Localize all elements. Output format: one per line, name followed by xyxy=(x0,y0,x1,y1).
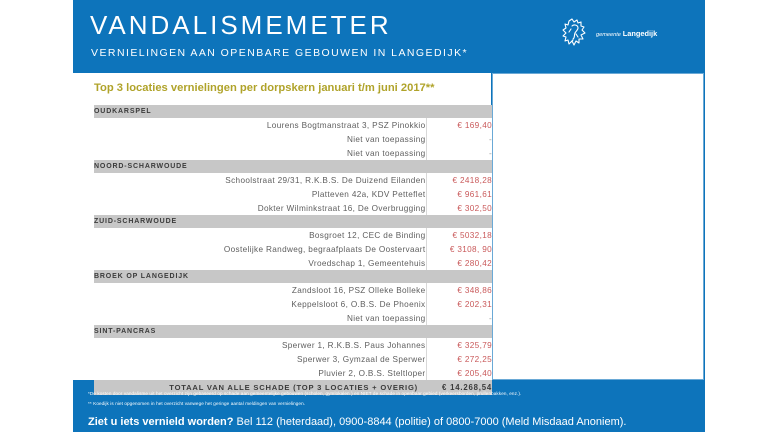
damage-table xyxy=(94,105,492,395)
group-label: ZUID-SCHARWOUDE xyxy=(94,215,492,228)
table-group-header xyxy=(94,270,492,283)
table-row xyxy=(94,283,492,297)
table-row xyxy=(94,146,492,160)
table-row xyxy=(94,118,492,132)
table-row xyxy=(94,352,492,366)
right-empty-panel xyxy=(492,73,704,380)
amount-cell: € 348,86 xyxy=(426,283,492,297)
table-row xyxy=(94,338,492,352)
cta-question: Ziet u iets vernield worden? xyxy=(88,416,234,428)
table-title: Top 3 locaties vernielingen per dorpskern januari t/m juni 2017** xyxy=(94,82,435,94)
table-row xyxy=(94,242,492,256)
municipality-logo xyxy=(560,15,680,53)
table-group-header xyxy=(94,325,492,338)
table-group-header xyxy=(94,105,492,118)
amount-cell: € 325,79 xyxy=(426,338,492,352)
location-cell: Platteven 42a, KDV Petteflet xyxy=(94,187,426,201)
amount-cell: - xyxy=(426,311,492,325)
location-cell: Dokter Wilminkstraat 16, De Overbrugging xyxy=(94,201,426,215)
amount-cell: - xyxy=(426,146,492,160)
location-cell: Sperwer 1, R.K.B.S. Paus Johannes xyxy=(94,338,426,352)
table-group-header xyxy=(94,215,492,228)
page-subtitle: VERNIELINGEN AAN OPENBARE GEBOUWEN IN LANGEDIJK* xyxy=(91,47,469,59)
amount-cell: € 272,25 xyxy=(426,352,492,366)
logo-wordmark xyxy=(596,30,657,39)
amount-cell: € 169,40 xyxy=(426,118,492,132)
location-cell: Bosgroet 12, CEC de Binding xyxy=(94,228,426,242)
footnote-one: *De kosten door vandalisme uit het overzicht zijn gebaseerd op schade aan gemeentelijke gebouwen (scholen, gymlokalen ) en NIET de schade in openbaar gebied (verkeersborden, prullenbakken, enz.). xyxy=(88,391,522,396)
location-cell: Niet van toepassing xyxy=(94,311,426,325)
location-cell: Keppelsloot 6, O.B.S. De Phoenix xyxy=(94,297,426,311)
call-to-action xyxy=(88,416,626,428)
table-group-header xyxy=(94,160,492,173)
amount-cell: € 961,61 xyxy=(426,187,492,201)
table-row xyxy=(94,132,492,146)
logo-prefix: gemeente xyxy=(596,31,621,38)
location-cell: Niet van toepassing xyxy=(94,146,426,160)
amount-cell: € 202,31 xyxy=(426,297,492,311)
location-cell: Oostelijke Randweg, begraafplaats De Oostervaart xyxy=(94,242,426,256)
table-row xyxy=(94,228,492,242)
page-title: VANDALISMEMETER xyxy=(90,10,392,40)
amount-cell: € 5032,18 xyxy=(426,228,492,242)
location-cell: Vroedschap 1, Gemeentehuis xyxy=(94,256,426,270)
amount-cell: € 205,40 xyxy=(426,366,492,380)
location-cell: Lourens Bogtmanstraat 3, PSZ Pinokkio xyxy=(94,118,426,132)
location-cell: Niet van toepassing xyxy=(94,132,426,146)
group-label: BROEK OP LANGEDIJK xyxy=(94,270,492,283)
logo-name: Langedijk xyxy=(622,28,658,38)
total-amount: € 14.268,54 xyxy=(426,380,492,395)
location-cell: Sperwer 3, Gymzaal de Sperwer xyxy=(94,352,426,366)
table-row xyxy=(94,201,492,215)
cta-numbers: Bel 112 (heterdaad), 0900-8844 (politie) of 0800-7000 (Meld Misdaad Anoniem). xyxy=(233,416,627,428)
table-row xyxy=(94,311,492,325)
amount-cell: € 3108, 90 xyxy=(426,242,492,256)
footnote-two: ** Koedijk is niet opgenomen in het overzicht vanwege het geringe aantal meldingen van vernielingen. xyxy=(88,401,306,406)
table-row xyxy=(94,366,492,380)
total-label: TOTAAL VAN ALLE SCHADE (TOP 3 LOCATIES + OVERIG) xyxy=(94,380,426,395)
location-cell: Pluvier 2, O.B.S. Steltloper xyxy=(94,366,426,380)
table-row xyxy=(94,173,492,187)
amount-cell: € 302,50 xyxy=(426,201,492,215)
amount-cell: - xyxy=(426,132,492,146)
location-cell: Zandsloot 16, PSZ Olleke Bolleke xyxy=(94,283,426,297)
location-cell: Schoolstraat 29/31, R.K.B.S. De Duizend Eilanden xyxy=(94,173,426,187)
table-row xyxy=(94,187,492,201)
lion-crest-icon xyxy=(560,17,590,51)
amount-cell: € 280,42 xyxy=(426,256,492,270)
table-row xyxy=(94,256,492,270)
table-row xyxy=(94,297,492,311)
group-label: NOORD-SCHARWOUDE xyxy=(94,160,492,173)
amount-cell: € 2418,28 xyxy=(426,173,492,187)
group-label: OUDKARSPEL xyxy=(94,105,492,118)
group-label: SINT-PANCRAS xyxy=(94,325,492,338)
